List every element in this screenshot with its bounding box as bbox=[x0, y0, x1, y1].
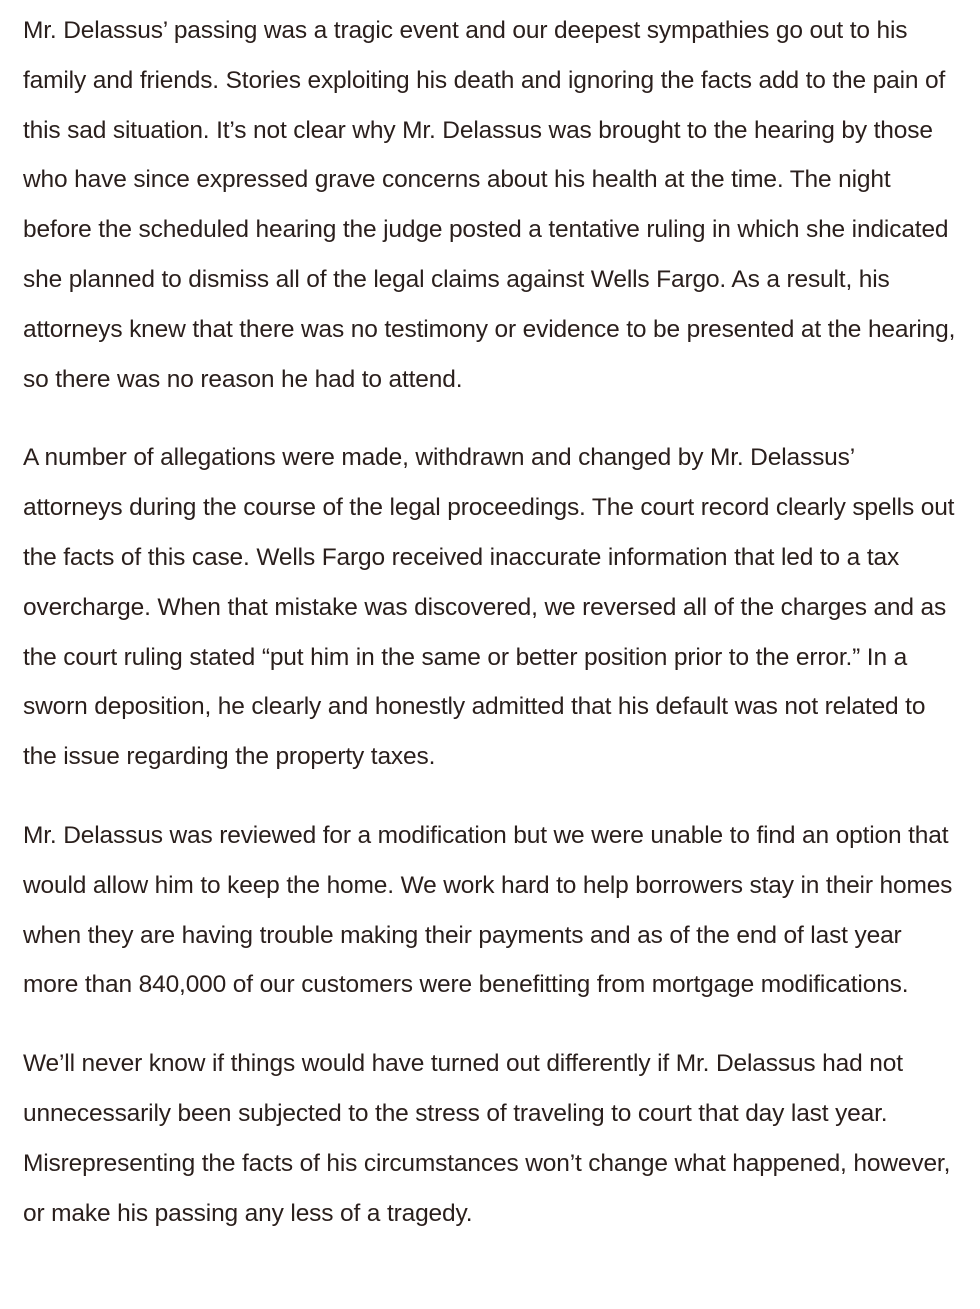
article-body bbox=[23, 6, 958, 1238]
paragraph-4: We’ll never know if things would have turned out differently if Mr. Delassus had not unnecessarily been subjected to the stress of traveling to court that day last year. Misrepresenting the facts of his circumstances won’t change what happened, however, or make his passing any less of a tragedy. bbox=[23, 1050, 951, 1227]
paragraph-2: A number of allegations were made, withdrawn and changed by Mr. Delassus’ attorneys during the course of the legal proceedings. The court record clearly spells out the facts of this case. Wells Fargo received inaccurate information that led to a tax overcharge. When that mistake was discovered, we reversed all of the charges and as the court ruling stated “put him in the same or better position prior to the error.” In a sworn deposition, he clearly and honestly admitted that his default was not related to the issue regarding the property taxes. bbox=[23, 444, 955, 771]
paragraph-3: Mr. Delassus was reviewed for a modification but we were unable to find an option that would allow him to keep the home. We work hard to help borrowers stay in their homes when they are having trouble making their payments and as of the end of last year more than 840,000 of our customers were benefitting from mortgage modifications. bbox=[23, 821, 953, 999]
paragraph-1: Mr. Delassus’ passing was a tragic event and our deepest sympathies go out to his family and friends. Stories exploiting his death and ignoring the facts add to the pain of this sad situation. It’s not clear why Mr. Delassus was brought to the hearing by those who have since expressed grave concerns about his health at the time. The night before the scheduled hearing the judge posted a tentative ruling in which she indicated she planned to dismiss all of the legal claims against Wells Fargo. As a result, his attorneys knew that there was no testimony or evidence to be presented at the hearing, so there was no reason he had to attend. bbox=[23, 17, 956, 393]
